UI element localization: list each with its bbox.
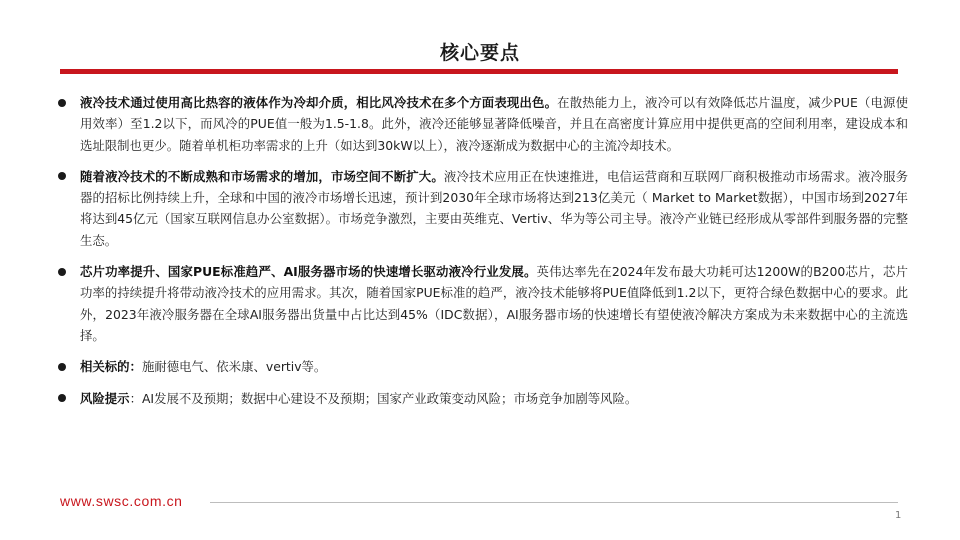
bullet-item-4 — [58, 356, 908, 377]
bullet-body: 在散热能力上，液冷可以有效降低芯片温度，减少PUE（电源使用效率）至1.2以下，而风冷的PUE值一般为1.5-1.8。此外，液冷还能够显著降低噪音，并且在高密度计算应用中提供更高的空间利用率，建设成本和选址限制也更少。随着单机柜功率需求的上升（如达到30kW以上），液冷逐渐成为数据中心的主流冷却技术。 — [80, 95, 908, 153]
bullet-dot-icon — [58, 99, 66, 107]
bullet-item-1 — [58, 92, 908, 156]
bullet-body: 英伟达率先在2024年发布最大功耗可达1200W的B200芯片，芯片功率的持续提升将带动液冷技术的应用需求。其次，随着国家PUE标准的趋严，液冷技术能够将PUE值降低到1.2以下，更符合绿色数据中心的要求。此外，2023年液冷服务器在全球AI服务器出货量中占比达到45%（IDC数据），AI服务器市场的快速增长有望使液冷解决方案成为未来数据中心的主流选择。 — [80, 264, 909, 343]
bullet-body: ：AI发展不及预期；数据中心建设不及预期；国家产业政策变动风险；市场竞争加剧等风险。 — [129, 390, 638, 406]
bullet-lead: 相关标的： — [80, 359, 142, 375]
bullet-list — [58, 92, 908, 419]
bullet-lead: 风险提示 — [80, 390, 130, 406]
page-number: 1 — [895, 510, 902, 521]
bullet-item-3 — [58, 261, 908, 346]
bullet-dot-icon — [58, 268, 66, 276]
footer-website-link[interactable]: www.swsc.com.cn — [60, 493, 183, 509]
bullet-dot-icon — [58, 363, 66, 371]
bullet-dot-icon — [58, 172, 66, 180]
bullet-body: 施耐德电气、依米康、vertiv等。 — [141, 359, 327, 375]
bullet-lead: 芯片功率提升、国家PUE标准趋严、AI服务器市场的快速增长驱动液冷行业发展。 — [80, 264, 537, 280]
bullet-lead: 随着液冷技术的不断成熟和市场需求的增加，市场空间不断扩大。 — [80, 168, 444, 184]
bullet-dot-icon — [58, 394, 66, 402]
bullet-body: 液冷技术应用正在快速推进，电信运营商和互联网厂商积极推动市场需求。液冷服务器的招标比例持续上升，全球和中国的液冷市场增长迅速，预计到2030年全球市场将达到213亿美元（ Market to Market数据），中国市场到2027年将达到45亿元（国家互联网信息办公室数据）。市场竞争激烈，主要由英维克、Vertiv、华为等公司主导。液冷产业链已经形成从零部件到服务器的完整生态。 — [80, 168, 909, 248]
slide-title: 核心要点 — [439, 42, 520, 64]
footer-divider — [210, 502, 898, 503]
bullet-lead: 液冷技术通过使用高比热容的液体作为冷却介质，相比风冷技术在多个方面表现出色。 — [80, 95, 558, 110]
bullet-item-2 — [58, 166, 908, 251]
bullet-item-5 — [58, 388, 908, 409]
title-underline-bar — [60, 69, 898, 74]
